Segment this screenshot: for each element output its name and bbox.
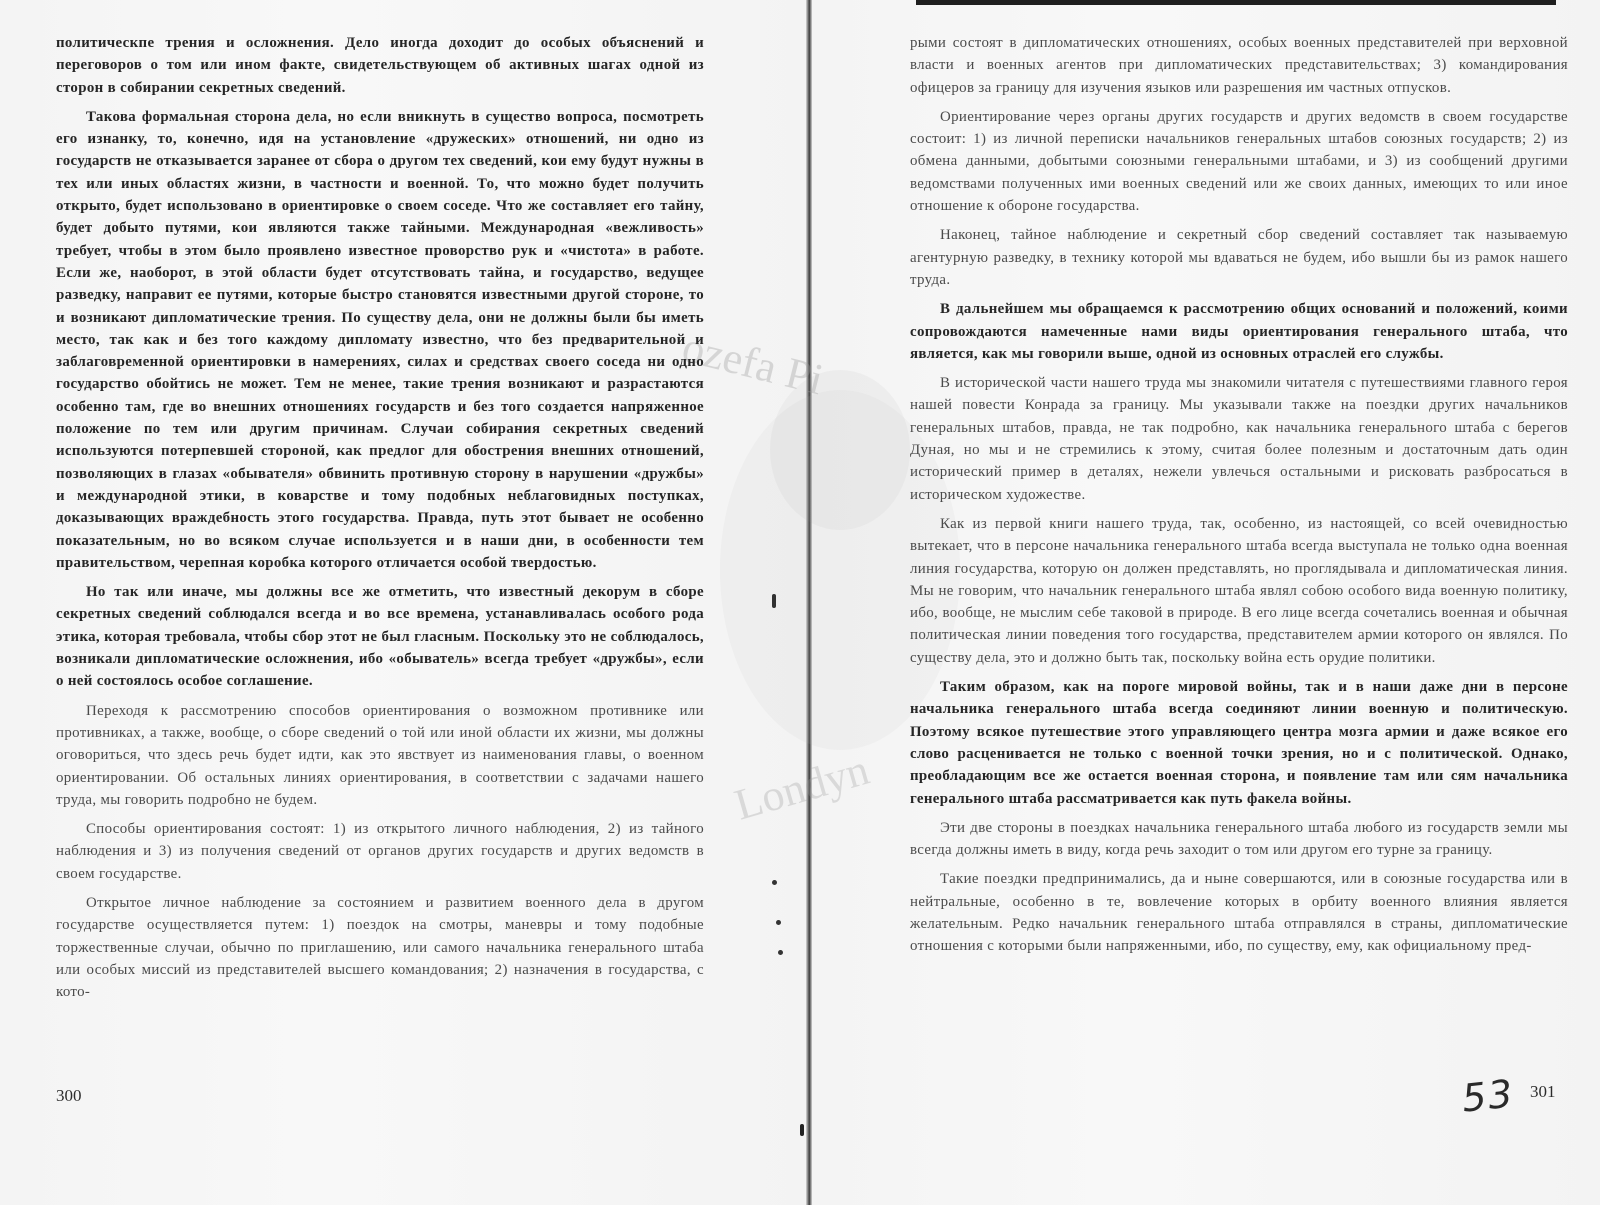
page-number: 300 <box>56 1086 82 1105</box>
paragraph: Эти две стороны в поездках начальника генерального штаба любого из государств земли мы всегда должны иметь в виду, когда речь заходит о том или другом его турне за границу. <box>910 819 1568 859</box>
paragraph: Как из первой книги нашего труда, так, особенно, из настоящей, со всей очевидностью вытекает, что в персоне начальника генерального штаба всегда выступала не только одна военная линия государства, которую он должен представлять, но проглядывала и дипломатическая линия. Мы не говорим, что начальник генерального штаба являл собою особого вида военную политику, ибо, вообще, не мыслим себе таковой в природе. В его лице всегда сочетались военная и обычная политическая линии поведения того государства, представителем армии которого он являлся. По существу дела, это и должно быть так, поскольку война есть орудие политики. <box>910 515 1568 666</box>
book-gutter <box>806 0 812 1205</box>
scan-speck <box>778 950 783 955</box>
paragraph: Ориентирование через органы других государств и других ведомств в своем государстве состоит: 1) из личной переписки начальников генеральных штабов союзных государств; 2) из обмена данными, добытыми союзными генеральными штабами, и 3) из сообщений другими ведомствами полученных ими военных сведений или же своих данных, имеющих то или иное отношение к обороне государства. <box>910 108 1568 215</box>
paragraph: В исторической части нашего труда мы знакомили читателя с путешествиями главного героя нашей повести Конрада за границу. Мы указывали также на поездки других начальников генеральных штабов, правда, не так подробно, как начальника генерального штаба с берегов Дуная, но мы и не стремились к этому, считая более полезным и достаточным дать один исторический пример в деталях, нежели увлечься остальными и рисковать разбросаться в историческом художестве. <box>910 375 1568 503</box>
scan-speck <box>776 920 781 925</box>
svg-text:ozefa Pi: ozefa Pi <box>677 322 829 405</box>
paragraph: В дальнейшем мы обращаемся к рассмотрению общих оснований и положений, коими сопровождаются намеченные нами виды ориентирования генерального штаба, что является, как мы говорили выше, одной из основных отраслей его службы. <box>910 301 1568 362</box>
handwritten-folio-number: 53 <box>1459 1071 1517 1121</box>
paragraph: рыми состоят в дипломатических отношениях, особых военных представителей при верховной власти и военных агентов при дипломатических представительствах; 3) командирования офицеров за границу для изучения языков или разрешения им частных отпусков. <box>910 35 1568 96</box>
paragraph: Таким образом, как на пороге мировой войны, так и в наши даже дни в персоне начальника генерального штаба всегда соединяют линии военную и политическую. Поэтому всякое путешествие этого управляющего центра мозга армии и даже всякое его слово расценивается не только с военной точки зрения, но и с политической. Однако, преобладающим все же остается военная сторона, и появление там или сям начальника генерального штаба рассматривается как путь факела войны. <box>910 679 1568 807</box>
gutter-smudge <box>800 1124 804 1136</box>
paragraph: Наконец, тайное наблюдение и секретный сбор сведений составляет так называемую агентурную разведку, в технику которой мы вдаваться не будем, ибо вышли бы из рамок нашего труда. <box>910 227 1568 288</box>
paragraph: Способы ориентирования состоят: 1) из открытого личного наблюдения, 2) из тайного наблюдения и 3) из получения сведений от органов других государств и других ведомств в своем государстве. <box>56 821 704 882</box>
right-page-text <box>910 32 1568 965</box>
paragraph: политическпе трения и осложнения. Дело иногда доходит до особых объяснений и переговоров о том или ином факте, свидетельствующем об активных шагах одной из сторон в собирании секретных сведений. <box>56 35 704 96</box>
paragraph: Переходя к рассмотрению способов ориентирования о возможном противнике или противниках, а также, вообще, о сборе сведений о той или иной области их жизни, мы должны оговориться, что здесь речь будет идти, как это явствует из наименования главы, о военном ориентировании. Об остальных линиях ориентирования, в соответствии с задачами нашего труда, мы говорить подробно не будем. <box>56 702 704 808</box>
svg-text:Londyn: Londyn <box>729 744 875 830</box>
paragraph: Такова формальная сторона дела, но если вникнуть в существо вопроса, посмотреть его изнанку, то, конечно, идя на установление «дружеских» отношений, ни одно из государств не отказывается заранее от сбора о другом тех сведений, кои ему будут нужны в тех или иных областях жизни, в частности и военной. То, что можно будет получить открыто, будет использовано в ориентировке о своем соседе. Что же составляет его тайну, будет добыто путями, кои являются также тайными. Международная «вежливость» требует, чтобы в этом было проявлено известное проворство рук и «чистота» в работе. Если же, наоборот, в этой области будет отсутствовать тайна, и государство, ведущее разведку, направит ее путями, которые быстро становятся известными другой стороне, то и возникают дипломатические трения. По существу дела, они не должны были бы иметь место, так как и без того каждому дипломату известно, что без предварительной и заблаговременной ориентировки в намерениях, силах и средствах своего соседа ни одно государство обойтись не может. Тем не менее, такие трения возникают и разрастаются особенно там, где во внешних отношениях государств и без того создается напряженное положение по тем или другим причинам. Случаи собирания секретных сведений используются потерпевшей стороной, как предлог для обострения внешних отношений, позволяющих в глазах «обывателя» обвинить противную сторону в нарушении «дружбы» и международной этики, в коварстве и тому подобных неблаговидных поступках, доказывающих враждебность этого государства. Правда, путь этот бывает не особенно показательным, но во всяком случае используется и в наши дни, в особенности тем правительством, черепная коробка которого отличается особой твердостью. <box>56 108 704 571</box>
page-top-edge <box>916 0 1556 5</box>
paragraph: Такие поездки предпринимались, да и ныне совершаются, или в союзные государства или в нейтральные, особенно в те, вовлечение которых в орбиту военного влияния является желательным. Редко начальник генерального штаба отправлялся в страны, дипломатические отношения с которыми были напряженными, ибо, по существу, ему, как официальному пред- <box>910 871 1568 955</box>
gutter-smudge <box>772 594 776 608</box>
scan-speck <box>772 880 777 885</box>
paragraph: Но так или иначе, мы должны все же отметить, что известный декорум в сборе секретных сведений соблюдался всегда и во все времена, устанавливалась особого рода этика, которая требовала, чтобы сбор этот не был гласным. Поскольку это не соблюдалось, возникали дипломатические осложнения, ибо «обыватель» всегда требует «дружбы», если о ней состоялось особое соглашение. <box>56 584 704 690</box>
left-page-text <box>56 32 704 1010</box>
page-number: 301 <box>1530 1082 1556 1101</box>
paragraph: Открытое личное наблюдение за состоянием и развитием военного дела в другом государстве осуществляется путем: 1) поездок на смотры, маневры и тому подобные торжественные случаи, обычно по приглашению, или самого начальника генерального штаба или особых миссий из представителей высшего командования; 2) назначения в государства, с кото- <box>56 894 704 1001</box>
